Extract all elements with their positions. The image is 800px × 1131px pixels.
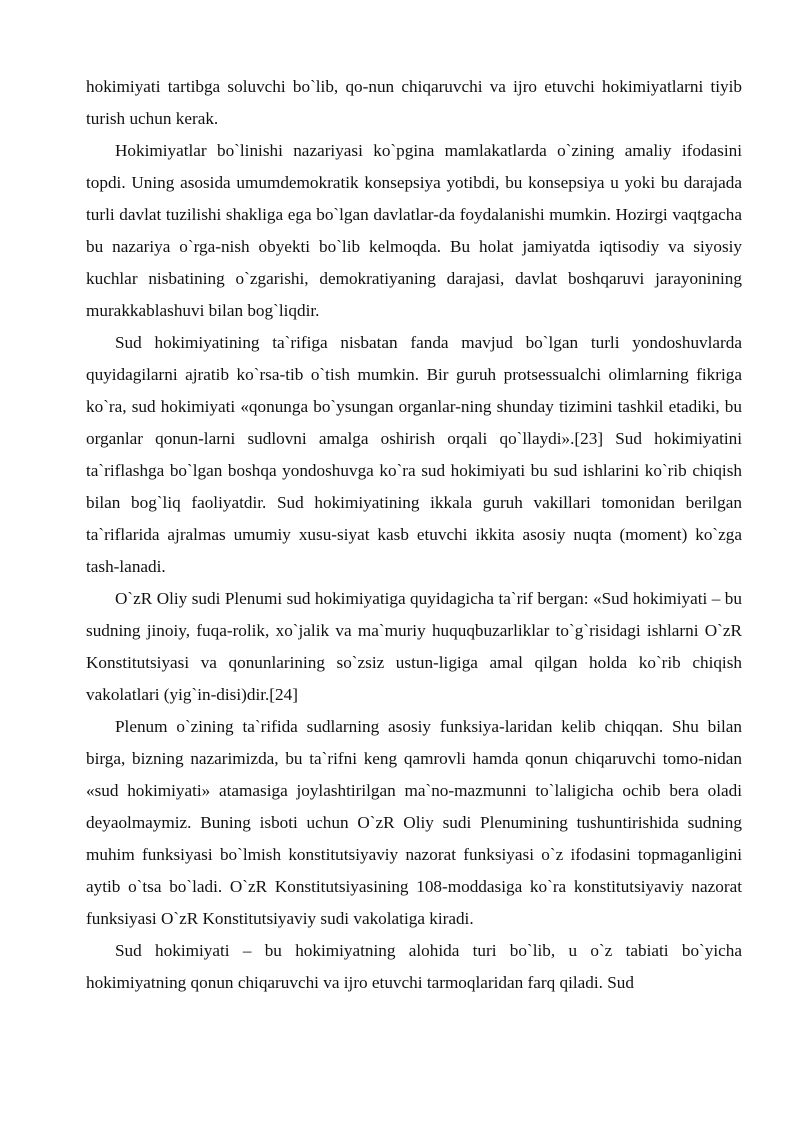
paragraph-separation-of-powers: Hokimiyatlar bo`linishi nazariyasi ko`pgina mamlakatlarda o`zining amaliy ifodasini topdi. Uning asosida umumdemokratik konsepsiya yotibdi, bu konsepsiya u yoki bu darajada turli davlat tuzilishi shakliga ega bo`lgan davlatlar-da foydalanishi mumkin. Hozirgi vaqtgacha bu nazariya o`rga-nish obyekti bo`lib kelmoqda. Bu holat jamiyatda iqtisodiy va siyosiy kuchlar nisbatining o`zgarishi, demokratiyaning darajasi, davlat boshqaruvi jarayonining murakkablashuvi bilan bog`liqdir. bbox=[86, 141, 742, 320]
paragraph-plenum-critique: Plenum o`zining ta`rifida sudlarning asosiy funksiya-laridan kelib chiqqan. Shu bilan birga, bizning nazarimizda, bu ta`rifni keng qamrovli hamda qonun chiqaruvchi tomo-nidan «sud hokimiyati» atamasiga joylashtirilgan ma`no-mazmunni to`laligicha ochib bera oladi deyaolmaymiz. Buning isboti uchun O`zR Oliy sudi Plenumining tushuntirishida sudning muhim funksiyasi bo`lmish konstitutsiyaviy nazorat funksiyasi o`z ifodasini topmaganligini aytib o`tsa bo`ladi. O`zR Konstitutsiyasining 108-moddasiga ko`ra konstitutsiyaviy nazorat funksiyasi O`zR Konstitutsiyaviy sudi vakolatiga kiradi. bbox=[86, 717, 742, 928]
document-page bbox=[86, 71, 742, 999]
paragraph-judicial-power-nature: Sud hokimiyati – bu hokimiyatning alohida turi bo`lib, u o`z tabiati bo`yicha hokimiyatning qonun chiqaruvchi va ijro etuvchi tarmoqlaridan farq qiladi. Sud bbox=[86, 941, 742, 992]
paragraph-judicial-power-approaches: Sud hokimiyatining ta`rifiga nisbatan fanda mavjud bo`lgan turli yondoshuvlarda quyidagilarni ajratib ko`rsa-tib o`tish mumkin. Bir guruh protsessualchi olimlarning fikriga ko`ra, sud hokimiyati «qonunga bo`ysungan organlar-ning shunday tizimini tashkil etadiki, bu organlar qonun-larni sudlovni amalga oshirish orqali qo`llaydi».[23] Sud hokimiyatini ta`riflashga bo`lgan boshqa yondoshuvga ko`ra sud hokimiyati bu sud ishlarini ko`rib chiqish bilan bog`liq faoliyatdir. Sud hokimiyatining ikkala guruh vakillari tomonidan berilgan ta`riflarida ajralmas umumiy xusu-siyat kasb etuvchi ikkita asosiy nuqta (moment) ko`zga tash-lanadi. bbox=[86, 333, 742, 576]
paragraph-supreme-court-plenum-definition: O`zR Oliy sudi Plenumi sud hokimiyatiga quyidagicha ta`rif bergan: «Sud hokimiyati – bu sudning jinoiy, fuqa-rolik, xo`jalik va ma`muriy huquqbuzarliklar to`g`risidagi ishlarni O`zR Konstitutsiyasi va qonunlarining so`zsiz ustun-ligiga amal qilgan holda ko`rib chiqish vakolatlari (yig`in-disi)dir.[24] bbox=[86, 589, 742, 704]
paragraph-continuation: hokimiyati tartibga soluvchi bo`lib, qo-nun chiqaruvchi va ijro etuvchi hokimiyatlarni tiyib turish uchun kerak. bbox=[86, 77, 742, 128]
